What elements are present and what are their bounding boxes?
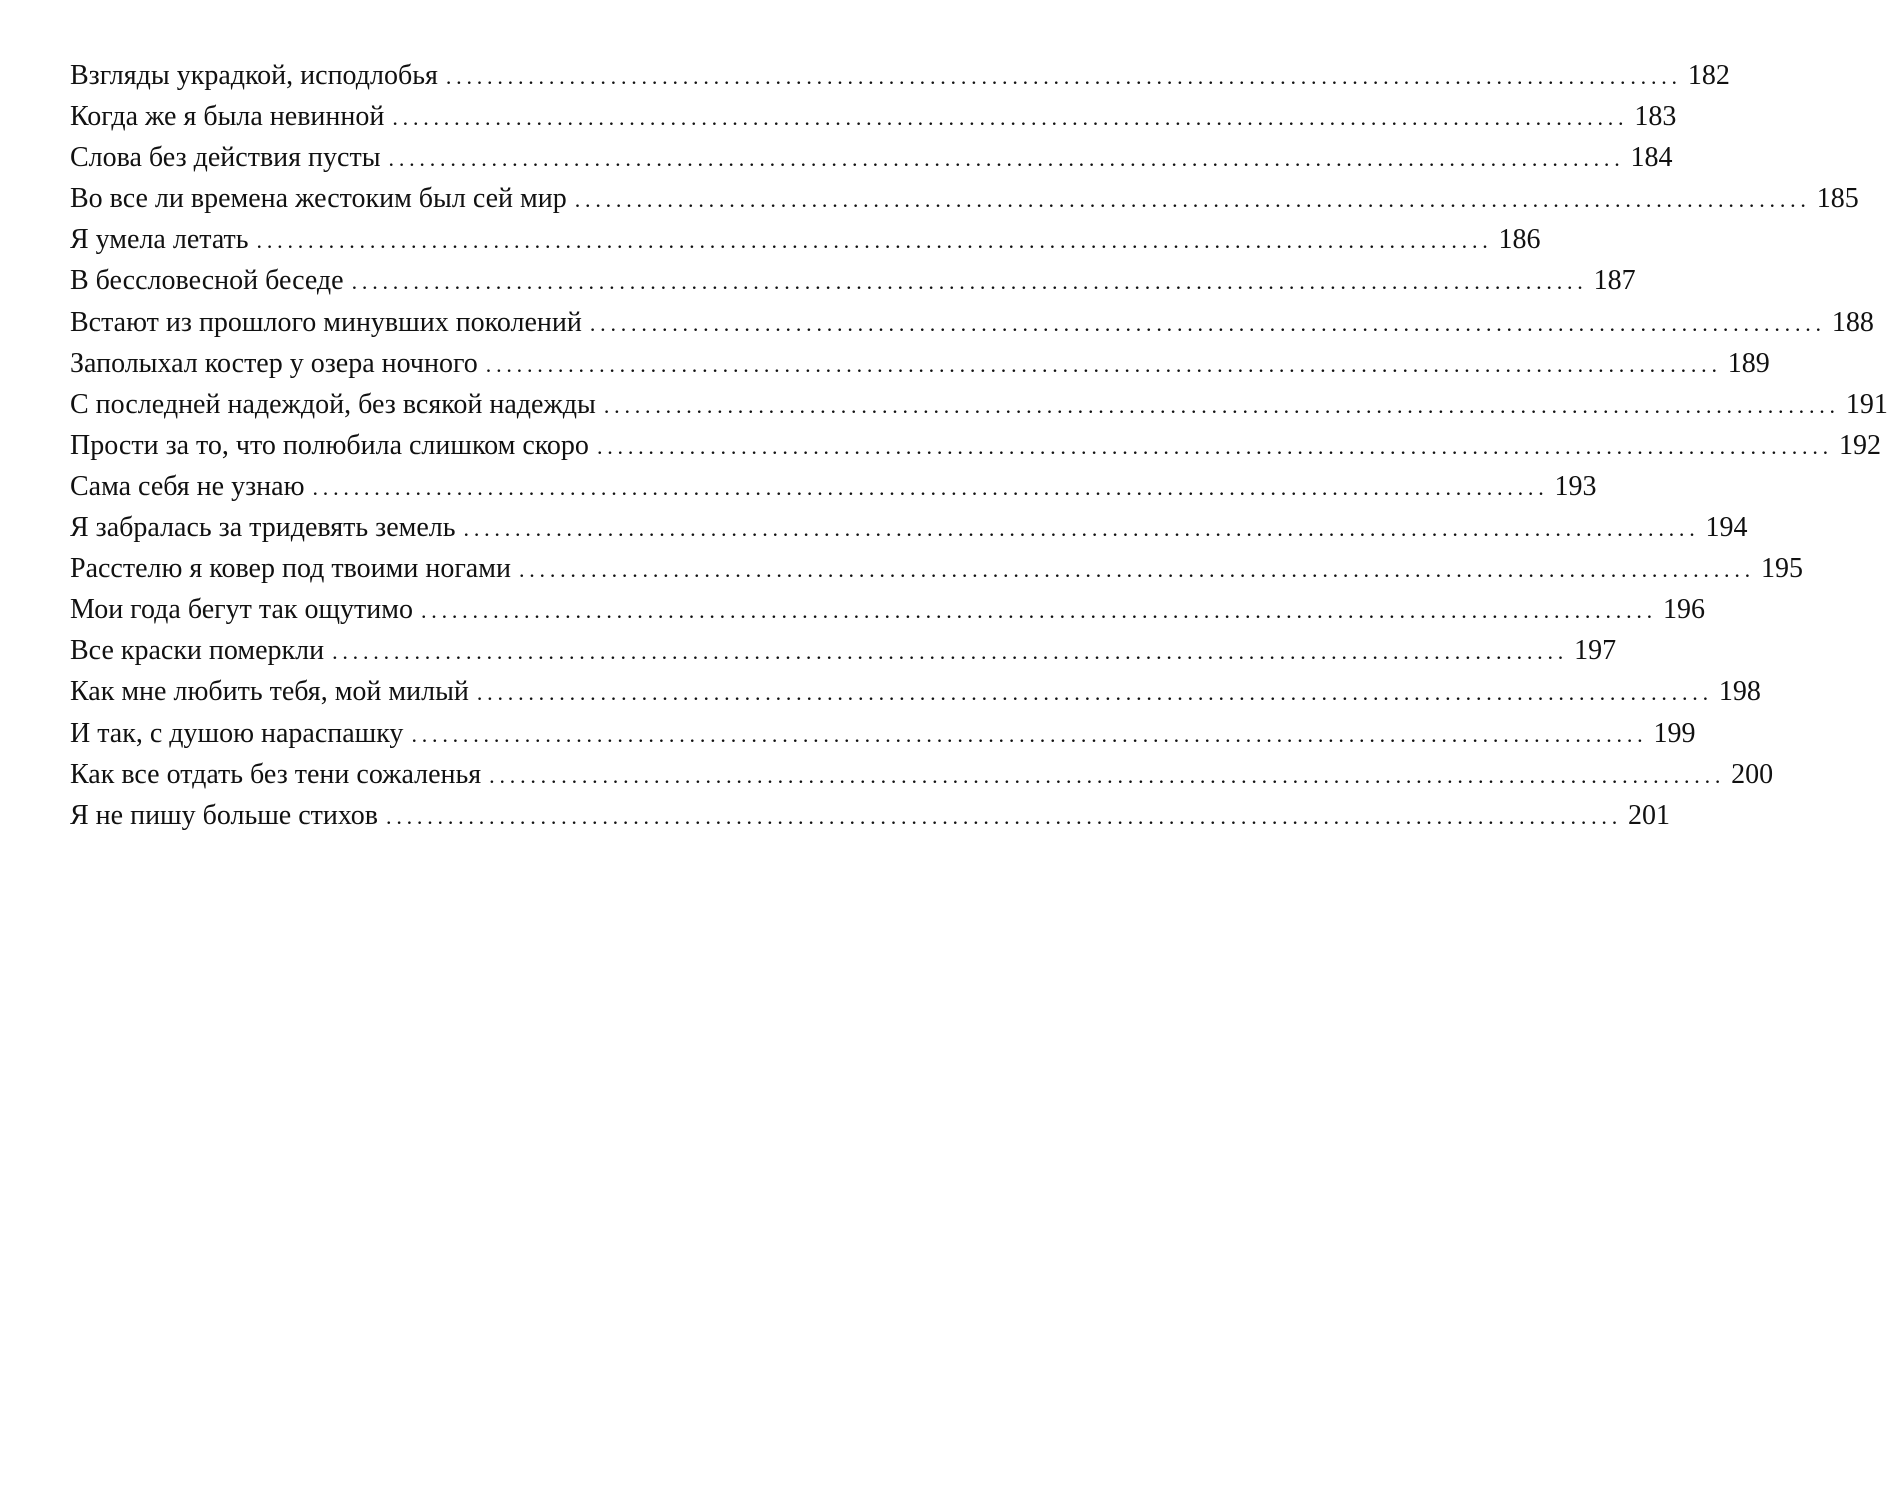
- toc-entry-page: 191: [1845, 388, 1888, 420]
- toc-entry: [70, 343, 1770, 384]
- toc-entry: [70, 219, 1541, 260]
- toc-entry-title: Во все ли времена жестоким был сей мир: [70, 183, 567, 215]
- toc-entry-title: Я умела летать: [70, 224, 249, 256]
- toc-dot-leader: ........................................................................................................................: [518, 557, 1755, 583]
- toc-dot-leader: ........................................................................................................................: [489, 762, 1726, 788]
- toc-entry: [70, 425, 1881, 466]
- toc-entry-title: Я забралась за тридевять земель: [70, 512, 456, 544]
- toc-entry-page: 195: [1760, 553, 1803, 585]
- toc-dot-leader: ........................................................................................................................: [420, 598, 1657, 624]
- toc-entry-page: 187: [1593, 265, 1636, 297]
- toc-entry-page: 185: [1816, 183, 1859, 215]
- toc-dot-leader: ........................................................................................................................: [388, 146, 1625, 172]
- toc-entry-page: 182: [1687, 60, 1730, 91]
- toc-dot-leader: ........................................................................................................................: [463, 516, 1700, 542]
- toc-entry: [70, 630, 1617, 671]
- toc-dot-leader: ........................................................................................................................: [392, 105, 1629, 131]
- toc-dot-leader: ........................................................................................................................: [445, 64, 1682, 89]
- toc-entry-page: 194: [1705, 512, 1748, 544]
- toc-entry-page: 196: [1662, 594, 1705, 626]
- toc-entry-page: 188: [1831, 306, 1874, 338]
- toc-entry: [70, 55, 1730, 96]
- toc-entry-title: Встают из прошлого минувших поколений: [70, 306, 582, 338]
- toc-entry-title: Все краски померкли: [70, 635, 325, 667]
- toc-entry: [70, 754, 1774, 795]
- toc-dot-leader: ........................................................................................................................: [596, 433, 1833, 459]
- toc-entry: [70, 178, 1859, 219]
- toc-entry: [70, 548, 1803, 589]
- toc-entry: [70, 260, 1636, 301]
- toc-entry-page: 197: [1574, 635, 1617, 667]
- toc-entry-title: Заполыхал костер у озера ночного: [70, 347, 478, 379]
- toc-entry: [70, 589, 1705, 630]
- toc-entry-title: Прости за то, что полюбила слишком скоро: [70, 429, 589, 461]
- toc-entry: [70, 713, 1696, 754]
- toc-entry-page: 193: [1554, 470, 1597, 502]
- toc-entry-title: Я не пишу больше стихов: [70, 799, 379, 831]
- toc-dot-leader: ........................................................................................................................: [476, 680, 1713, 706]
- toc-dot-leader: ........................................................................................................................: [351, 269, 1588, 295]
- toc-entry-title: Когда же я была невинной: [70, 101, 385, 133]
- toc-entry-page: 184: [1630, 142, 1673, 174]
- toc-entry: [70, 507, 1748, 548]
- toc-entry-page: 200: [1731, 758, 1774, 790]
- toc-entry-page: 189: [1727, 347, 1770, 379]
- toc-dot-leader: ........................................................................................................................: [332, 639, 1569, 665]
- toc-entry-title: Расстелю я ковер под твоими ногами: [70, 553, 511, 585]
- toc-entry-page: 198: [1718, 676, 1761, 708]
- toc-entry-title: Как все отдать без тени сожаленья: [70, 758, 482, 790]
- toc-entry-page: 183: [1634, 101, 1677, 133]
- toc-entry: [70, 96, 1677, 137]
- toc-dot-leader: ........................................................................................................................: [603, 392, 1840, 418]
- toc-dot-leader: ........................................................................................................................: [485, 351, 1722, 377]
- toc-entry-title: Как мне любить тебя, мой милый: [70, 676, 469, 708]
- toc-entry-title: Сама себя не узнаю: [70, 470, 305, 502]
- toc-entry-title: С последней надеждой, без всякой надежды: [70, 388, 596, 420]
- toc-entry-title: В бессловесной беседе: [70, 265, 344, 297]
- toc-dot-leader: ........................................................................................................................: [411, 721, 1648, 747]
- table-of-contents: [70, 55, 1888, 836]
- toc-entry-page: 192: [1838, 429, 1881, 461]
- toc-entry: [70, 795, 1671, 836]
- toc-dot-leader: ........................................................................................................................: [589, 310, 1826, 336]
- toc-dot-leader: ........................................................................................................................: [256, 228, 1493, 254]
- toc-dot-leader: ........................................................................................................................: [312, 474, 1549, 500]
- toc-entry: [70, 384, 1888, 425]
- toc-entry-page: 199: [1653, 717, 1696, 749]
- toc-dot-leader: ........................................................................................................................: [386, 803, 1623, 829]
- toc-entry-title: И так, с душою нараспашку: [70, 717, 404, 749]
- toc-entry: [70, 137, 1673, 178]
- toc-entry-title: Слова без действия пусты: [70, 142, 381, 174]
- toc-dot-leader: ........................................................................................................................: [574, 187, 1811, 213]
- toc-entry: [70, 466, 1597, 507]
- toc-entry-title: Мои года бегут так ощутимо: [70, 594, 413, 626]
- toc-entry-title: Взгляды украдкой, исподлобья: [70, 60, 438, 91]
- toc-entry: [70, 302, 1874, 343]
- toc-entry-page: 201: [1628, 799, 1671, 831]
- toc-entry-page: 186: [1498, 224, 1541, 256]
- toc-entry: [70, 671, 1761, 712]
